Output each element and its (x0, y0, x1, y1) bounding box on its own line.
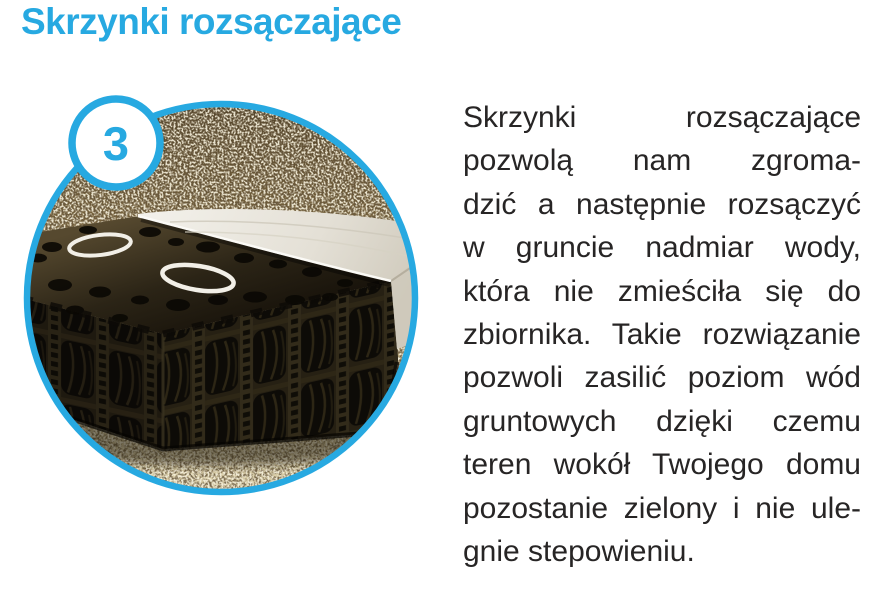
body-line: teren wokół Twojego domu (463, 448, 861, 482)
body-line: dzić a następnie rozsączyć (463, 187, 861, 221)
body-line: pozwolą nam zgroma- (463, 144, 861, 178)
body-line: pozwoli zasilić poziom wód (463, 361, 861, 395)
body-line: która nie zmieściła się do (463, 274, 861, 308)
body-line: zbiornika. Takie rozwiązanie (463, 318, 861, 352)
body-line: gnie stepowieniu. (463, 535, 695, 569)
body-line: gruntowych dzięki czemu (463, 404, 861, 438)
body-line: pozostanie zielony i nie ule- (463, 491, 861, 525)
step-badge-number: 3 (102, 117, 130, 170)
body-line: Skrzynki rozsączające (463, 101, 861, 134)
body-text (463, 96, 861, 573)
body-line: w gruncie nadmiar wody, (463, 231, 861, 265)
page-title: Skrzynki rozsączające (21, 1, 402, 42)
step-badge (72, 99, 160, 187)
